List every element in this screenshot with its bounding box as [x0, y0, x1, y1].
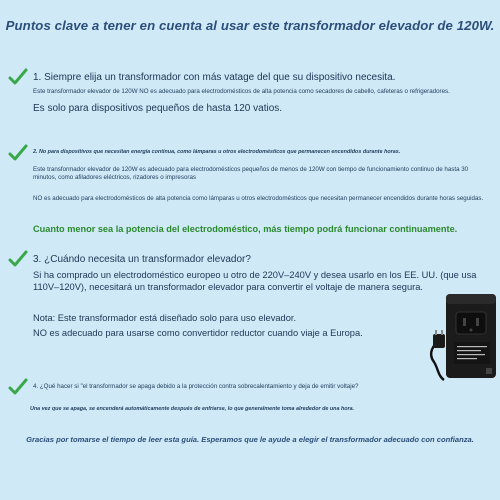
section-2-highlight: Cuanto menor sea la potencia del electrodoméstico, más tiempo podrá funcionar continuamente.: [33, 224, 458, 234]
section-1-heading: 1. Siempre elija un transformador con más vatage del que su dispositivo necesita.: [33, 72, 396, 83]
check-icon: [8, 378, 28, 396]
section-1-detail: Este transformador elevador de 120W NO es adecuado para electrodomésticos de alta potencia como secadores de cabello, cafeteras o refrigeradores.: [33, 88, 450, 95]
section-3-heading: 3. ¿Cuándo necesita un transformador elevador?: [33, 254, 251, 265]
check-icon: [8, 250, 28, 268]
check-icon: [8, 144, 28, 162]
section-3-note-2: NO es adecuado para usarse como convertidor reductor cuando viaje a Europa.: [33, 328, 363, 338]
section-3-detail: Si ha comprado un electrodoméstico europeo u otro de 220V–240V y desea usarlo en los EE. UU. (que usa 110V–120V), necesitará un transformador elevador para convertir el voltaje de manera segura.: [33, 270, 477, 292]
section-3-note-1: Nota: Este transformador está diseñado solo para uso elevador.: [33, 313, 297, 323]
section-2-detail-2: NO es adecuado para electrodomésticos de alta potencia como lámparas u otros electrodomésticos que necesitan permanecer encendidos durante horas seguidas.: [33, 195, 484, 202]
page-title: Puntos clave a tener en cuenta al usar este transformador elevador de 120W.: [5, 18, 495, 33]
transformer-device-image: [424, 288, 500, 392]
check-icon: [8, 68, 28, 86]
section-4-detail: Una vez que se apaga, se encenderá automáticamente después de enfriarse, lo que generalmente toma alrededor de una hora.: [30, 406, 355, 412]
section-2-detail-1: Este transformador elevador de 120W es adecuado para electrodomésticos pequeños de menos de 120W con tiempo de funcionamiento continuo de hasta 30 minutos, como afiladores eléctricos, rizadores o impresoras: [33, 166, 469, 181]
section-1-note: Es solo para dispositivos pequeños de hasta 120 vatios.: [33, 103, 283, 114]
footer-thanks: Gracias por tomarse el tiempo de leer esta guía. Esperamos que le ayude a elegir el transformador adecuado con confianza.: [26, 435, 474, 444]
section-2-heading: 2. No para dispositivos que necesitan energía continua, como lámparas u otros electrodomésticos que permanecen encendidos durante horas.: [33, 149, 401, 155]
section-4-heading: 4. ¿Qué hacer si "el transformador se apaga debido a la protección contra sobrecalentamiento y deja de emitir voltaje?: [33, 383, 359, 390]
